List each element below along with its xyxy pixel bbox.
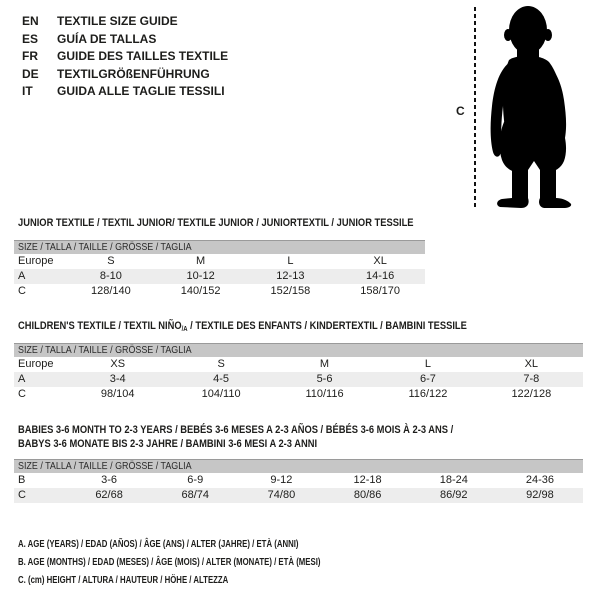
age-cell: 6-9 [187,474,204,486]
row-label: C [18,285,26,297]
language-row [22,66,228,84]
language-code: IT [22,84,33,99]
footnotes [18,536,406,589]
age-cell: 10-12 [186,270,215,282]
height-label: C [456,104,465,118]
language-row [22,31,228,49]
babies-size-table [14,459,583,503]
age-cell: 4-5 [213,373,230,385]
language-title: GUÍA DE TALLAS [57,31,157,46]
height-cell: 152/158 [270,285,311,297]
height-measure-dashed-line [474,7,476,208]
title-line-1: BABIES 3-6 MONTH TO 2-3 YEARS / BEBÉS 3-6 MESES A 2-3 AÑOS / BÉBÉS 3-6 MOIS À 2-3 ANS / [18,424,454,436]
height-cell: 98/104 [100,388,135,400]
footnote-b: B. AGE (MONTHS) / EDAD (MESES) / ÂGE (MOIS) / ALTER (MONATE) / ETÀ (MESI) [18,556,321,568]
height-cell: 68/74 [181,489,210,501]
language-title: TEXTILGRÖßENFÜHRUNG [57,66,210,81]
row-label: A [18,270,26,282]
size-header-bar: SIZE / TALLA / TAILLE / GRÖSSE / TAGLIA [14,343,583,357]
row-label: Europe [18,358,54,370]
size-cell: S [217,358,225,370]
title-text: / TEXTILE DES ENFANTS / KINDERTEXTIL / BAMBINI TESSILE [187,320,467,332]
title-subscript: /A [181,326,188,333]
title-line-2: BABYS 3-6 MONATE BIS 2-3 JAHRE / BAMBINI 3-6 MESI A 2-3 ANNI [18,437,318,450]
language-row [22,48,228,66]
age-cell: 5-6 [316,373,333,385]
size-cell: M [196,255,206,267]
age-cell: 12-18 [353,474,382,486]
row-label: C [18,388,26,400]
table-row-height [14,488,583,503]
language-code: DE [22,66,39,81]
height-cell: 122/128 [511,388,552,400]
size-cell: L [287,255,294,267]
height-cell: 92/98 [526,489,554,501]
children-size-table [14,343,583,402]
height-cell: 62/68 [95,489,123,501]
size-header-bar: SIZE / TALLA / TAILLE / GRÖSSE / TAGLIA [14,459,583,473]
height-cell: 74/80 [267,489,296,501]
language-title: GUIDA ALLE TAGLIE TESSILI [57,84,225,99]
age-cell: 6-7 [419,373,436,385]
language-code: EN [22,14,39,28]
language-title: TEXTILE SIZE GUIDE [57,14,178,28]
footnote-c: C. (cm) HEIGHT / ALTURA / HAUTEUR / HÖHE / ALTEZZA [18,574,229,586]
table-row-age-months [14,473,583,488]
section-title-babies [18,424,530,451]
footnote-a: A. AGE (YEARS) / EDAD (AÑOS) / ÂGE (ANS) / ALTER (JAHRE) / ETÀ (ANNI) [18,539,299,550]
language-row [22,13,228,31]
row-label: C [18,489,26,501]
title-text: CHILDREN'S TEXTILE / TEXTIL NIÑO [18,320,182,332]
age-cell: 12-13 [276,270,305,282]
size-cell: M [319,358,330,370]
size-cell: XL [373,255,387,267]
section-title-children [18,320,546,337]
height-cell: 140/152 [180,285,221,297]
table-row-age [14,372,583,387]
language-code: ES [22,31,39,46]
size-cell: S [107,255,115,267]
age-cell: 24-36 [525,474,555,486]
height-cell: 116/122 [408,388,448,400]
height-cell: 110/116 [305,388,344,400]
language-list [22,13,228,101]
table-row-age [14,269,425,284]
row-label: Europe [18,255,54,267]
age-cell: 9-12 [270,474,293,486]
row-label: B [18,474,26,486]
age-cell: 7-8 [523,373,540,385]
age-cell: 3-4 [109,373,126,385]
language-code: FR [22,49,38,64]
junior-size-table [14,240,425,299]
age-cell: 14-16 [366,270,395,282]
age-cell: 8-10 [99,270,122,282]
language-title: GUIDE DES TAILLES TEXTILE [57,49,229,64]
table-row-height [14,387,583,402]
size-cell: XL [524,358,539,370]
child-silhouette-image [483,2,575,210]
table-row-europe [14,254,425,269]
section-title-junior: JUNIOR TEXTILE / TEXTIL JUNIOR/ TEXTILE JUNIOR / JUNIORTEXTIL / JUNIOR TESSILE [18,217,414,229]
height-cell: 158/170 [360,285,400,297]
age-cell: 3-6 [101,474,118,486]
size-cell: L [424,358,431,370]
table-row-height [14,284,425,299]
size-cell: XS [110,358,126,370]
age-cell: 18-24 [439,474,468,486]
table-row-europe [14,357,583,372]
row-label: A [18,373,26,385]
height-cell: 80/86 [353,489,382,501]
language-row [22,83,228,101]
size-header-bar: SIZE / TALLA / TAILLE / GRÖSSE / TAGLIA [14,240,425,254]
height-cell: 104/110 [201,388,241,400]
height-cell: 128/140 [90,285,131,297]
height-cell: 86/92 [440,489,468,501]
